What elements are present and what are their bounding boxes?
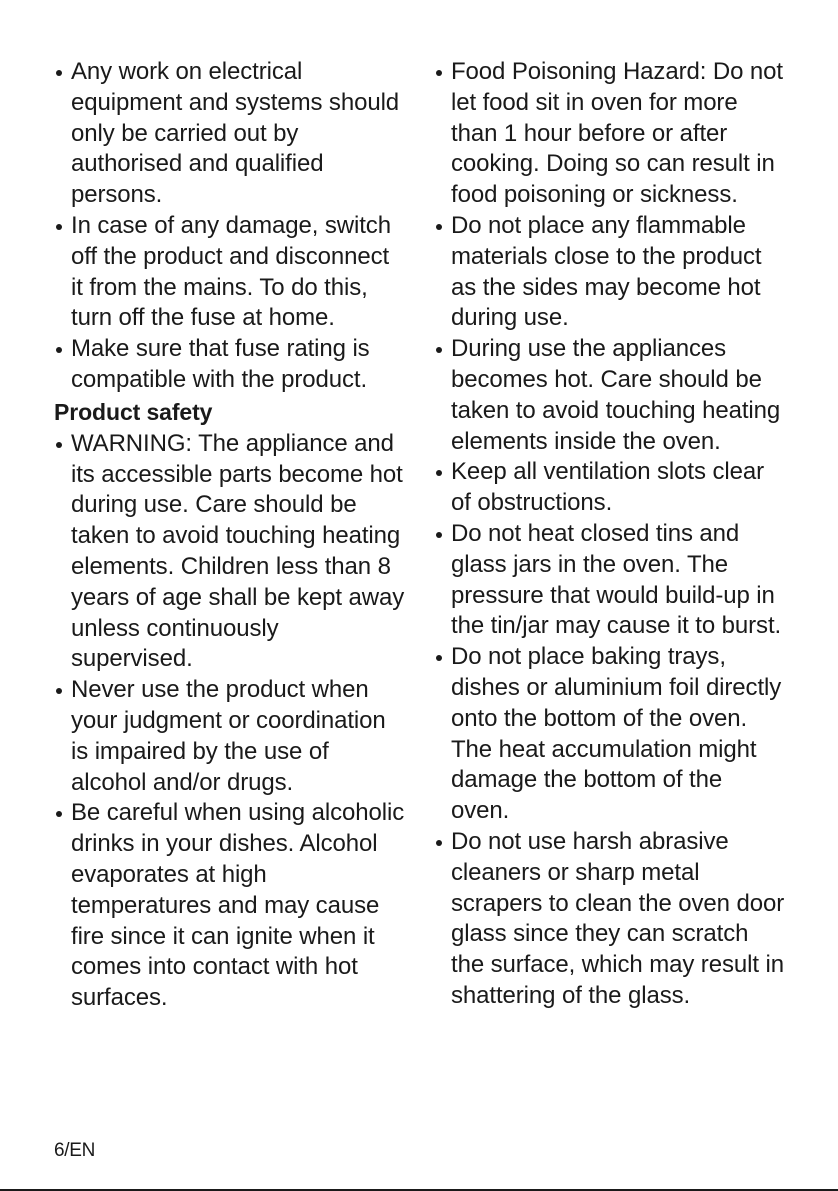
bullet-flammable-materials: Do not place any flammable materials close to the product as the sides may become hot during use. [434,211,786,334]
right-column [434,57,786,1012]
oven-safety-list [434,57,786,1012]
bullet-alcoholic-drinks: Be careful when using alcoholic drinks in your dishes. Alcohol evaporates at high temperatures and may cause fire since it can ignite when it comes into contact with hot surfaces. [54,798,406,1014]
bullet-ventilation: Keep all ventilation slots clear of obstructions. [434,457,786,519]
page-number: 6/EN [54,1140,96,1161]
bullet-closed-tins: Do not heat closed tins and glass jars in the oven. The pressure that would build-up in the tin/jar may cause it to burst. [434,519,786,642]
bullet-warning [54,429,406,675]
product-safety-list [54,429,406,1014]
bullet-damage: In case of any damage, switch off the product and disconnect it from the mains. To do this, turn off the fuse at home. [54,211,406,334]
bullet-fuse-rating: Make sure that fuse rating is compatible with the product. [54,334,406,396]
bullet-appliance-hot: During use the appliances becomes hot. Care should be taken to avoid touching heating elements inside the oven. [434,334,786,457]
bullet-impaired-judgment: Never use the product when your judgment or coordination is impaired by the use of alcohol and/or drugs. [54,675,406,798]
bullet-food-poisoning: Food Poisoning Hazard: Do not let food sit in oven for more than 1 hour before or after cooking. Doing so can result in food poisoning or sickness. [434,57,786,211]
section-heading-product-safety: Product safety [54,398,213,425]
bullet-baking-trays: Do not place baking trays, dishes or aluminium foil directly onto the bottom of the oven. The heat accumulation might damage the bottom of the oven. [434,642,786,827]
left-column [54,57,406,1014]
bullet-abrasive-cleaners: Do not use harsh abrasive cleaners or sharp metal scrapers to clean the oven door glass since they can scratch the surface, which may result in shattering of the glass. [434,827,786,1012]
warning-text: The appliance and its accessible parts become hot during use. Care should be taken to avoid touching heating elements. Children less than 8 years of age shall be kept away unless continuously supervised. [71,429,405,673]
electrical-safety-list [54,57,406,396]
bullet-electrical-work: Any work on electrical equipment and systems should only be carried out by authorised and qualified persons. [54,57,406,211]
warning-label: WARNING: [71,429,192,457]
